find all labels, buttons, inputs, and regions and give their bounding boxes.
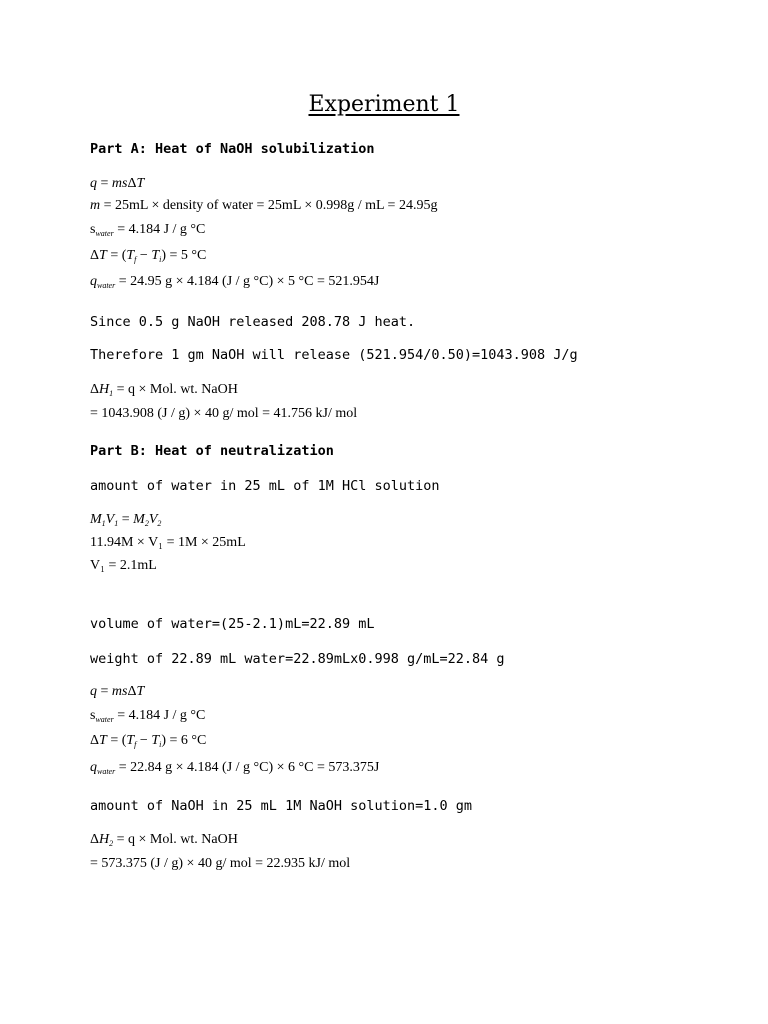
eq-volume-result: V₁ = 2.1mL: [90, 558, 157, 573]
eq-mass-value: = 25mL × density of water = 25mL × 0.998g / mL = 24.95g: [103, 198, 438, 213]
eq-delta-h2: $\Delta H_2 = q$ × Mol. wt. NaOH: [90, 832, 238, 848]
part-a-text-2: Therefore 1 gm NaOH will release (521.954/0.50)=1043.908 J/g: [90, 347, 578, 363]
eq-specific-heat-value: = 4.184 J / g °C: [117, 222, 206, 237]
eq-mass: m = 25mL × density of water = 25mL × 0.998g / mL = 24.95g: [90, 198, 438, 213]
eq-dilution: $M_1V_1 = M_2V_2$: [90, 512, 162, 528]
eq-dilution-values: 11.94M × V₁ = 1M × 25mL: [90, 535, 246, 550]
page-title: Experiment 1: [308, 92, 460, 117]
part-b-text-4: amount of NaOH in 25 mL 1M NaOH solution=1.0 gm: [90, 798, 473, 814]
eq-delta-h1-result: = 1043.908 (J / g) × 40 g/ mol = 41.756 kJ/ mol: [90, 406, 358, 421]
part-a-text-1: Since 0.5 g NaOH released 208.78 J heat.: [90, 314, 416, 330]
eq-delta-h1-value: = q × Mol. wt. NaOH: [116, 382, 238, 397]
eq-q-water: $q_{water} = 24.95$ g × 4.184 (J / g °C) × 5 °C = 521.954J: [90, 274, 380, 290]
eq-delta-t-b: $\Delta T = (T_f - T_i) = 6$ °C: [90, 733, 207, 749]
eq-specific-heat-b-value: = 4.184 J / g °C: [117, 708, 206, 723]
eq-q-water-value: = 24.95 g × 4.184 (J / g °C) × 5 °C = 521.954J: [118, 274, 380, 289]
eq-delta-h1: $\Delta H_1 = q$ × Mol. wt. NaOH: [90, 382, 238, 398]
eq-q-water-b: $q_{water} = 22.84$ g × 4.184 (J / g °C) × 6 °C = 573.375J: [90, 760, 380, 776]
part-a-heading: Part A: Heat of NaOH solubilization: [90, 141, 375, 157]
eq-delta-t-value: = 5 °C: [169, 248, 207, 263]
eq-specific-heat: $s_{water} = 4.184$ J / g °C: [90, 222, 206, 238]
eq-q-formula-b: q = msΔT: [90, 684, 145, 699]
part-b-text-1: amount of water in 25 mL of 1M HCl solution: [90, 478, 440, 494]
eq-q-water-b-value: = 22.84 g × 4.184 (J / g °C) × 6 °C = 573.375J: [118, 760, 380, 775]
part-b-text-3: weight of 22.89 mL water=22.89mLx0.998 g/mL=22.84 g: [90, 651, 505, 667]
eq-delta-h2-value: = q × Mol. wt. NaOH: [116, 832, 238, 847]
eq-delta-h2-result: = 573.375 (J / g) × 40 g/ mol = 22.935 kJ/ mol: [90, 856, 351, 871]
part-b-heading: Part B: Heat of neutralization: [90, 443, 334, 459]
eq-delta-t: $\Delta T = (T_f - T_i) = 5$ °C: [90, 248, 207, 264]
eq-specific-heat-b: $s_{water} = 4.184$ J / g °C: [90, 708, 206, 724]
part-b-text-2: volume of water=(25-2.1)mL=22.89 mL: [90, 616, 375, 632]
eq-delta-t-b-value: = 6 °C: [169, 733, 207, 748]
eq-q-formula: q = msΔT: [90, 176, 145, 191]
